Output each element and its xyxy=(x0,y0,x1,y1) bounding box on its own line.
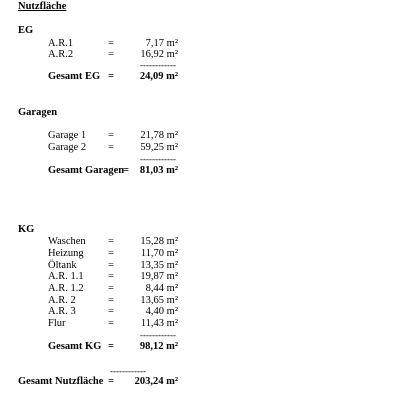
row-value: 11,43 m² xyxy=(140,318,178,329)
grand-total-equals: = xyxy=(108,376,114,387)
row-value: 59,25 m² xyxy=(140,142,178,153)
grand-total-label: Gesamt Nutzfläche xyxy=(18,376,104,387)
separator-line: ------------ xyxy=(140,155,176,163)
separator-line: ------------ xyxy=(140,331,176,339)
section-heading-garagen: Garagen xyxy=(18,107,58,118)
table-row xyxy=(0,49,402,61)
row-equals: = xyxy=(108,49,114,60)
row-label: A.R. 1.2 xyxy=(48,283,84,294)
row-equals: = xyxy=(108,236,114,247)
row-label: A.R.2 xyxy=(48,49,74,60)
table-row xyxy=(0,130,402,142)
row-value: 21,78 m² xyxy=(140,130,178,141)
total-row-garagen xyxy=(0,165,402,177)
row-label: A.R. 1.1 xyxy=(48,271,84,282)
row-value: 16,92 m² xyxy=(140,49,178,60)
total-value: 81,03 m² xyxy=(139,165,178,176)
row-value: 8,44 m² xyxy=(145,283,178,294)
row-label: Flur xyxy=(48,318,66,329)
row-label: A.R.1 xyxy=(48,38,74,49)
row-value: 11,70 m² xyxy=(140,248,178,259)
separator-line: ------------ xyxy=(140,61,176,69)
page-title: Nutzfläche xyxy=(18,1,67,12)
separator-line: ------------ xyxy=(110,367,146,375)
row-value: 7,17 m² xyxy=(145,38,178,49)
row-equals: = xyxy=(108,295,114,306)
total-row-kg xyxy=(0,341,402,353)
row-label: Garage 2 xyxy=(48,142,87,153)
total-label: Gesamt KG xyxy=(48,341,102,352)
table-row xyxy=(0,318,402,330)
row-value: 15,28 m² xyxy=(140,236,178,247)
total-value: 98,12 m² xyxy=(139,341,178,352)
row-equals: = xyxy=(108,248,114,259)
total-value: 24,09 m² xyxy=(139,71,178,82)
row-value: 4,40 m² xyxy=(145,306,178,317)
section-heading-kg: KG xyxy=(18,224,35,235)
row-equals: = xyxy=(108,318,114,329)
section-heading-eg: EG xyxy=(18,25,34,36)
row-label: Garage 1 xyxy=(48,130,87,141)
row-value: 19,87 m² xyxy=(140,271,178,282)
row-label: Heizung xyxy=(48,248,84,259)
total-equals: = xyxy=(123,165,129,176)
row-equals: = xyxy=(108,306,114,317)
table-row xyxy=(0,283,402,295)
row-value: 13,65 m² xyxy=(140,295,178,306)
total-label: Gesamt Garagen xyxy=(48,165,125,176)
table-row xyxy=(0,236,402,248)
row-equals: = xyxy=(108,271,114,282)
total-equals: = xyxy=(108,341,114,352)
table-row xyxy=(0,248,402,260)
grand-total-row xyxy=(0,376,402,388)
row-equals: = xyxy=(108,38,114,49)
row-label: A.R. 3 xyxy=(48,306,76,317)
row-equals: = xyxy=(108,260,114,271)
total-row-eg xyxy=(0,71,402,83)
table-row xyxy=(0,142,402,154)
row-equals: = xyxy=(108,130,114,141)
table-row xyxy=(0,271,402,283)
grand-total-value: 203,24 m² xyxy=(134,376,178,387)
row-equals: = xyxy=(108,283,114,294)
row-label: A.R. 2 xyxy=(48,295,76,306)
row-label: Waschen xyxy=(48,236,86,247)
total-equals: = xyxy=(108,71,114,82)
table-row xyxy=(0,306,402,318)
total-label: Gesamt EG xyxy=(48,71,101,82)
row-value: 13,35 m² xyxy=(140,260,178,271)
row-equals: = xyxy=(108,142,114,153)
row-label: Öltank xyxy=(48,260,77,271)
